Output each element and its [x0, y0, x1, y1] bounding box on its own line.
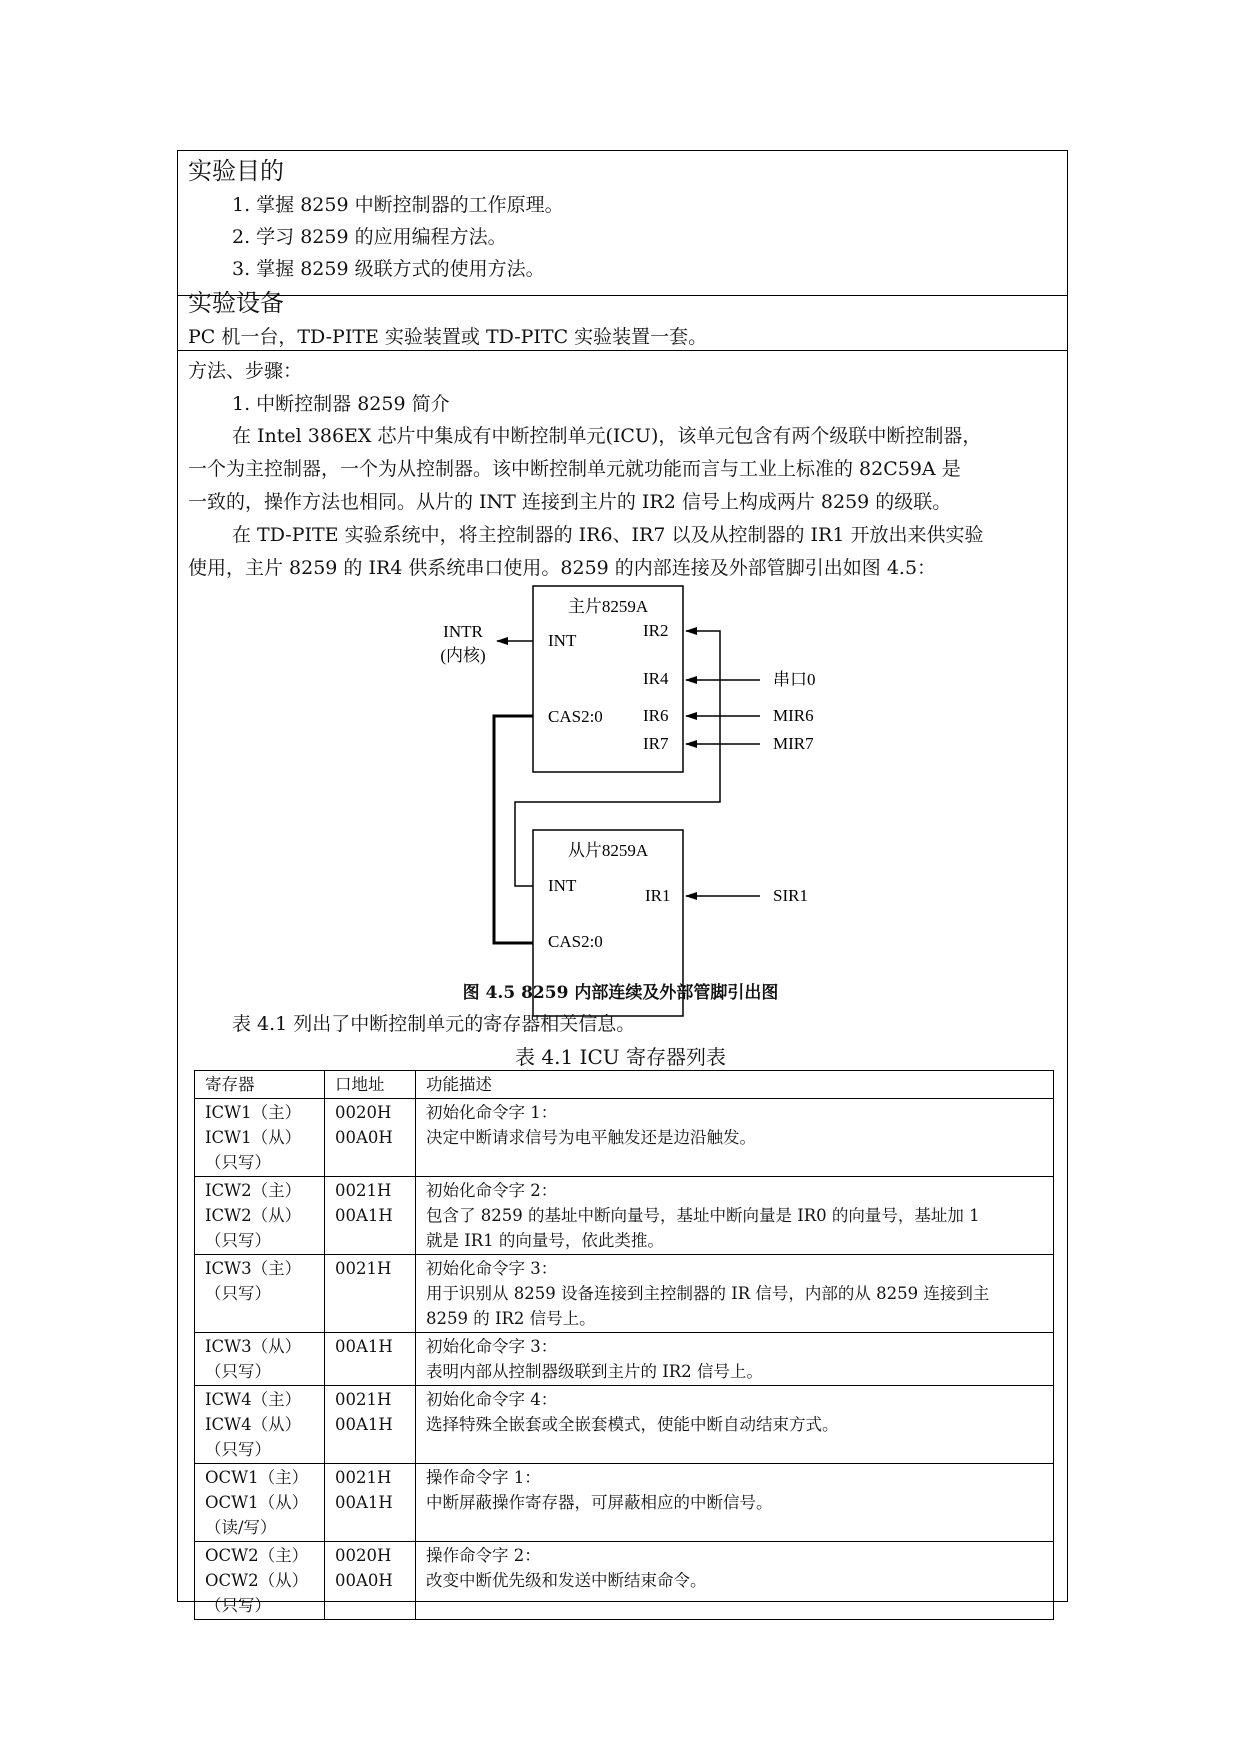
intr-label: INTR: [443, 622, 483, 641]
description-cell-line: 初始化命令字 2：: [426, 1181, 558, 1200]
description-cell: [416, 1099, 1054, 1177]
address-cell: [325, 1333, 416, 1386]
register-cell-line: （读/写）: [205, 1518, 277, 1537]
register-cell-line: ICW3（主）: [205, 1259, 302, 1278]
table-intro: 表 4.1 列出了中断控制单元的寄存器相关信息。: [232, 1013, 636, 1035]
register-cell-line: （只写）: [205, 1153, 271, 1172]
table-row: [195, 1464, 1054, 1542]
description-cell-line: 操作命令字 1：: [426, 1468, 541, 1487]
description-cell: [416, 1386, 1054, 1464]
address-cell: [325, 1255, 416, 1333]
address-cell-line: 0021H: [335, 1181, 392, 1200]
purpose-item-1: 1. 掌握 8259 中断控制器的工作原理。: [232, 194, 564, 216]
register-cell-line: （只写）: [205, 1362, 271, 1381]
sir1-label: SIR1: [773, 886, 808, 905]
description-cell: [416, 1333, 1054, 1386]
purpose-title: 实验目的: [188, 157, 284, 185]
para2-line-2: 使用，主片 8259 的 IR4 供系统串口使用。8259 的内部连接及外部管脚引出如图 4.5：: [188, 557, 937, 579]
description-cell-line: 初始化命令字 3：: [426, 1259, 558, 1278]
slave-int-label: INT: [548, 876, 577, 895]
register-cell-line: OCW2（主）: [205, 1546, 309, 1565]
register-cell: [195, 1177, 325, 1255]
para1-line-3: 一致的，操作方法也相同。从片的 INT 连接到主片的 IR2 信号上构成两片 8259 的级联。: [188, 491, 952, 513]
para1-line-2: 一个为主控制器，一个为从控制器。该中断控制单元就功能而言与工业上标准的 82C59A 是: [188, 458, 961, 480]
register-cell-line: （只写）: [205, 1440, 271, 1459]
register-cell: [195, 1255, 325, 1333]
address-cell: [325, 1542, 416, 1620]
register-cell-line: OCW1（从）: [205, 1493, 309, 1512]
address-cell: [325, 1386, 416, 1464]
address-cell-line: 0021H: [335, 1390, 392, 1409]
ir7-label: IR7: [643, 734, 669, 753]
table-row: [195, 1177, 1054, 1255]
address-cell-line: 0020H: [335, 1546, 392, 1565]
description-cell-line: 初始化命令字 4：: [426, 1390, 558, 1409]
description-cell-line: 用于识别从 8259 设备连接到主控制器的 IR 信号，内部的从 8259 连接到主: [426, 1284, 990, 1303]
slave-cas-label: CAS2:0: [548, 932, 603, 951]
register-cell-line: ICW3（从）: [205, 1337, 302, 1356]
address-cell-line: 0021H: [335, 1468, 392, 1487]
ir6-label: IR6: [643, 706, 669, 725]
register-cell-line: （只写）: [205, 1284, 271, 1303]
ir4-label: IR4: [643, 669, 669, 688]
register-cell-line: ICW4（从）: [205, 1415, 302, 1434]
description-cell-line: 改变中断优先级和发送中断结束命令。: [426, 1571, 707, 1590]
para2-line-1: 在 TD-PITE 实验系统中，将主控制器的 IR6、IR7 以及从控制器的 IR1 开放出来供实验: [232, 524, 984, 546]
mir7-label: MIR7: [773, 734, 814, 753]
register-cell: [195, 1464, 325, 1542]
description-cell: [416, 1255, 1054, 1333]
table-caption: 表 4.1 ICU 寄存器列表: [515, 1045, 726, 1069]
para1-line-1: 在 Intel 386EX 芯片中集成有中断控制单元(ICU)，该单元包含有两个级联中断控制器，: [232, 425, 982, 447]
description-cell-line: 初始化命令字 1：: [426, 1103, 558, 1122]
purpose-item-3: 3. 掌握 8259 级联方式的使用方法。: [232, 258, 545, 280]
master-int-label: INT: [548, 631, 577, 650]
register-cell-line: ICW1（从）: [205, 1128, 302, 1147]
description-cell-line: 表明内部从控制器级联到主片的 IR2 信号上。: [426, 1362, 763, 1381]
ir1-label: IR1: [645, 886, 671, 905]
description-cell-line: 决定中断请求信号为电平触发还是边沿触发。: [426, 1128, 756, 1147]
equipment-text: PC 机一台，TD-PITE 实验装置或 TD-PITC 实验装置一套。: [188, 326, 708, 348]
table-row: [195, 1333, 1054, 1386]
register-cell-line: ICW4（主）: [205, 1390, 302, 1409]
equipment-title: 实验设备: [188, 289, 284, 317]
header-register: 寄存器: [195, 1071, 325, 1099]
description-cell-line: 初始化命令字 3：: [426, 1337, 558, 1356]
register-cell-line: ICW1（主）: [205, 1103, 302, 1122]
address-cell-line: 00A1H: [335, 1206, 393, 1225]
method-subheading: 1. 中断控制器 8259 简介: [232, 393, 450, 415]
description-cell-line: 操作命令字 2：: [426, 1546, 541, 1565]
register-cell-line: （只写）: [205, 1231, 271, 1250]
table-header-row: [195, 1071, 1054, 1099]
register-cell-line: ICW2（主）: [205, 1181, 302, 1200]
register-cell-line: OCW2（从）: [205, 1571, 309, 1590]
register-cell-line: ICW2（从）: [205, 1206, 302, 1225]
slave-title: 从片8259A: [567, 841, 649, 860]
register-cell: [195, 1542, 325, 1620]
register-cell-line: （只写）: [205, 1596, 271, 1615]
description-cell: [416, 1177, 1054, 1255]
description-cell-line: 包含了 8259 的基址中断向量号，基址中断向量是 IR0 的向量号，基址加 1: [426, 1206, 980, 1225]
address-cell-line: 00A1H: [335, 1337, 393, 1356]
description-cell-line: 8259 的 IR2 信号上。: [426, 1309, 596, 1328]
address-cell: [325, 1464, 416, 1542]
address-cell-line: 0020H: [335, 1103, 392, 1122]
address-cell-line: 00A1H: [335, 1493, 393, 1512]
figure-caption: 图 4.5 8259 内部连续及外部管脚引出图: [462, 983, 779, 1003]
ir2-label: IR2: [643, 621, 669, 640]
master-title: 主片8259A: [567, 597, 649, 616]
header-description: 功能描述: [416, 1071, 1054, 1099]
description-cell-line: 选择特殊全嵌套或全嵌套模式，使能中断自动结束方式。: [426, 1415, 839, 1434]
table-row: [195, 1386, 1054, 1464]
address-cell-line: 00A1H: [335, 1415, 393, 1434]
mir6-label: MIR6: [773, 706, 814, 725]
header-address: 口地址: [325, 1071, 416, 1099]
register-cell: [195, 1333, 325, 1386]
serial-label: 串口0: [773, 670, 816, 689]
core-label: (内核): [440, 646, 486, 665]
description-cell-line: 中断屏蔽操作寄存器，可屏蔽相应的中断信号。: [426, 1493, 773, 1512]
address-cell-line: 00A0H: [335, 1128, 393, 1147]
description-cell-line: 就是 IR1 的向量号，依此类推。: [426, 1231, 664, 1250]
address-cell-line: 0021H: [335, 1259, 392, 1278]
register-cell-line: OCW1（主）: [205, 1468, 309, 1487]
description-cell: [416, 1542, 1054, 1620]
description-cell: [416, 1464, 1054, 1542]
address-cell: [325, 1099, 416, 1177]
method-title: 方法、步骤：: [188, 360, 303, 382]
master-cas-label: CAS2:0: [548, 707, 603, 726]
icu-register-table: [194, 1070, 1054, 1620]
table-row: [195, 1542, 1054, 1620]
address-cell: [325, 1177, 416, 1255]
table-row: [195, 1255, 1054, 1333]
register-cell: [195, 1099, 325, 1177]
register-cell: [195, 1386, 325, 1464]
table-row: [195, 1099, 1054, 1177]
address-cell-line: 00A0H: [335, 1571, 393, 1590]
purpose-item-2: 2. 学习 8259 的应用编程方法。: [232, 226, 507, 248]
